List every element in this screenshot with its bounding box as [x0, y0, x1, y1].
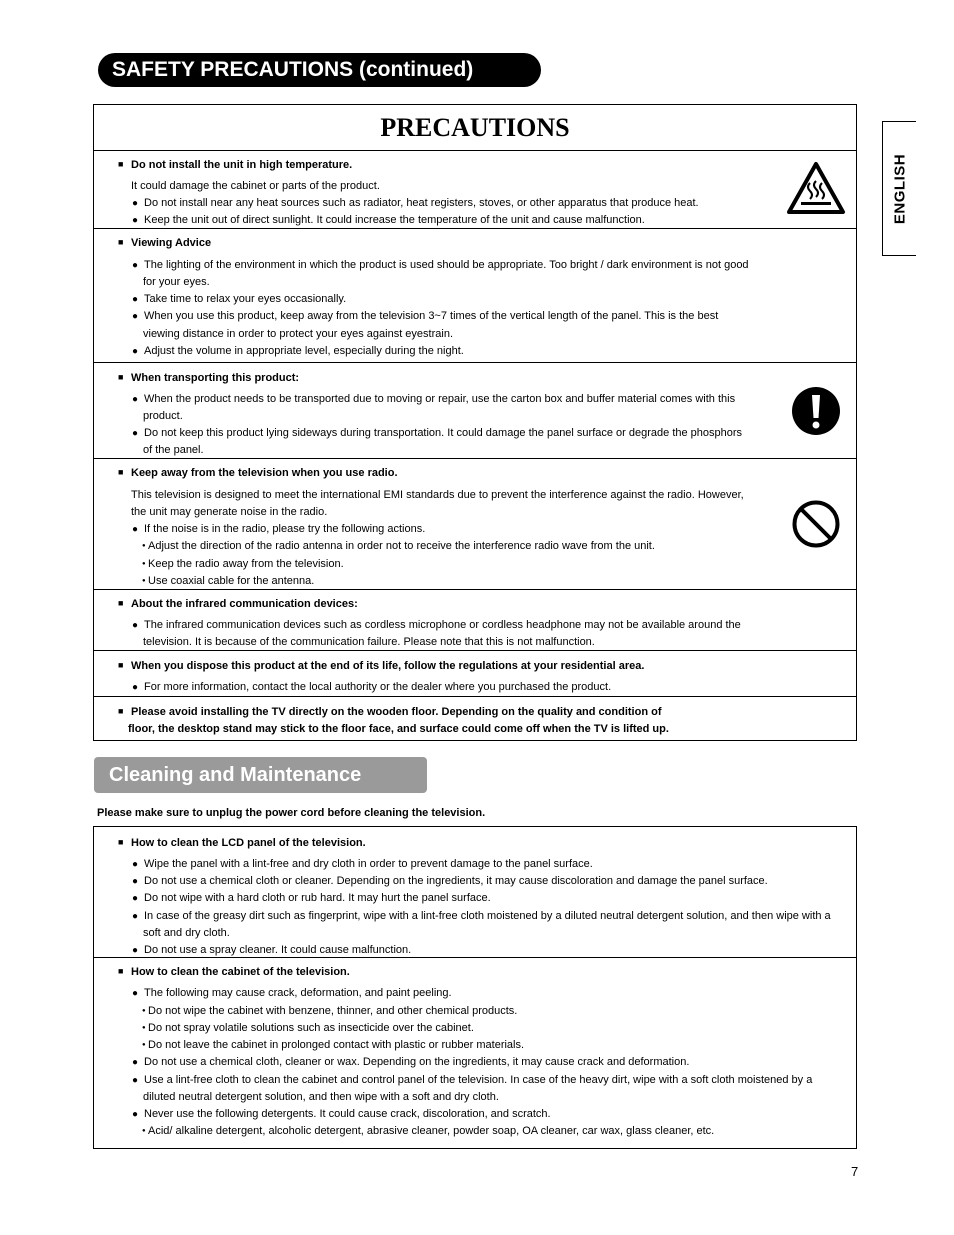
section-clean-lcd	[94, 827, 856, 958]
bullet-continuation: television. It is because of the communication failure. Please note that this is not malfunction.	[143, 636, 595, 648]
section-infrared	[94, 590, 856, 651]
sub-bullet-item: ● Do not spray volatile solutions such as insecticide over the cabinet.	[142, 1022, 474, 1035]
hot-surface-icon	[786, 161, 846, 216]
bullet-continuation: of the panel.	[143, 444, 204, 456]
bullet-item: ● Wipe the panel with a lint-free and dry cloth in order to prevent damage to the panel surface.	[132, 858, 593, 871]
section-heading: ■ Do not install the unit in high temperature.	[118, 158, 352, 172]
bullet-item: ● When you use this product, keep away from the television 3~7 times of the vertical length of the panel. This is the best	[132, 310, 718, 323]
bullet-item: ● Keep the unit out of direct sunlight. It could increase the temperature of the unit and cause malfunction.	[132, 214, 645, 227]
bullet-item: ● Do not use a chemical cloth or cleaner. Depending on the ingredients, it may cause discoloration and damage the panel surface.	[132, 875, 768, 888]
bullet-item: ● Adjust the volume in appropriate level, especially during the night.	[132, 345, 464, 358]
cleaning-header: Cleaning and Maintenance	[94, 757, 427, 793]
bullet-item: ● Do not use a spray cleaner. It could cause malfunction.	[132, 944, 411, 957]
bullet-item: ● Do not keep this product lying sideways during transportation. It could damage the panel surface or degrade the phosphors	[132, 427, 742, 440]
sub-bullet-item: ● Keep the radio away from the television.	[142, 558, 344, 571]
section-text: This television is designed to meet the international EMI standards due to prevent the interference against the radio. However,	[131, 489, 744, 501]
exclamation-icon	[792, 387, 840, 435]
bullet-item: ● Do not install near any heat sources such as radiator, heat registers, stoves, or other apparatus that produce heat.	[132, 197, 699, 210]
section-heading: ■ Keep away from the television when you use radio.	[118, 466, 398, 480]
sub-bullet-item: ● Acid/ alkaline detergent, alcoholic detergent, abrasive cleaner, powder soap, OA cleaner, car wax, glass cleaner, etc.	[142, 1125, 714, 1138]
section-radio	[94, 459, 856, 590]
section-text: It could damage the cabinet or parts of the product.	[131, 180, 380, 192]
bullet-item: ● When the product needs to be transported due to moving or repair, use the carton box and buffer material comes with this	[132, 393, 735, 406]
bullet-item: ● Do not wipe with a hard cloth or rub hard. It may hurt the panel surface.	[132, 892, 491, 905]
section-wooden-floor	[94, 697, 856, 741]
section-heading: ■ When you dispose this product at the end of its life, follow the regulations at your residential area.	[118, 659, 644, 673]
section-high-temperature	[94, 151, 856, 229]
sub-bullet-item: ● Use coaxial cable for the antenna.	[142, 575, 314, 588]
bullet-item: ● If the noise is in the radio, please try the following actions.	[132, 523, 425, 536]
bullet-continuation: diluted neutral detergent solution, and then wipe with a soft and dry cloth.	[143, 1091, 499, 1103]
bullet-item: ● Take time to relax your eyes occasionally.	[132, 293, 346, 306]
bullet-item: ● Use a lint-free cloth to clean the cabinet and control panel of the television. In case of the heavy dirt, wipe with a soft cloth moistened by a	[132, 1074, 812, 1087]
section-transporting	[94, 363, 856, 459]
language-tab	[882, 121, 916, 256]
prohibited-icon	[792, 500, 840, 548]
bullet-item: ● The following may cause crack, deformation, and paint peeling.	[132, 987, 452, 1000]
precautions-title: PRECAUTIONS	[94, 105, 856, 151]
sub-bullet-item: ● Do not wipe the cabinet with benzene, thinner, and other chemical products.	[142, 1005, 517, 1018]
sub-bullet-item: ● Adjust the direction of the radio antenna in order not to receive the interference radio wave from the unit.	[142, 540, 655, 553]
bullet-item: ● Never use the following detergents. It could cause crack, discoloration, and scratch.	[132, 1108, 551, 1121]
bullet-item: ● The infrared communication devices such as cordless microphone or cordless headphone may not be available around the	[132, 619, 741, 632]
section-heading: ■ Viewing Advice	[118, 236, 211, 250]
section-clean-cabinet	[94, 958, 856, 1148]
section-heading: ■ How to clean the LCD panel of the television.	[118, 836, 366, 850]
sub-bullet-item: ● Do not leave the cabinet in prolonged contact with plastic or rubber materials.	[142, 1039, 524, 1052]
language-tab-label: ENGLISH	[891, 153, 908, 224]
section-text: the unit may generate noise in the radio.	[131, 506, 328, 518]
cleaning-box	[93, 826, 857, 1149]
bullet-continuation: for your eyes.	[143, 276, 210, 288]
section-heading: ■ When transporting this product:	[118, 371, 299, 385]
section-heading-continuation: floor, the desktop stand may stick to the floor face, and surface could come off when the TV is lifted up.	[128, 723, 669, 735]
section-viewing-advice	[94, 229, 856, 363]
section-header: SAFETY PRECAUTIONS (continued)	[98, 53, 541, 87]
bullet-continuation: viewing distance in order to protect your eyes against eyestrain.	[143, 328, 453, 340]
section-disposal	[94, 651, 856, 697]
section-heading: ■ How to clean the cabinet of the television.	[118, 965, 350, 979]
bullet-item: ● In case of the greasy dirt such as fingerprint, wipe with a lint-free cloth moistened by a diluted neutral detergent solution, and then wipe with a	[132, 910, 831, 923]
unplug-notice: Please make sure to unplug the power cord before cleaning the television.	[97, 807, 486, 819]
page-number: 7	[851, 1164, 859, 1179]
bullet-item: ● The lighting of the environment in which the product is used should be appropriate. Too bright / dark environment is not good	[132, 259, 749, 272]
bullet-item: ● Do not use a chemical cloth, cleaner or wax. Depending on the ingredients, it may cause crack and deformation.	[132, 1056, 689, 1069]
section-heading: ■ About the infrared communication devices:	[118, 597, 358, 611]
section-heading: ■ Please avoid installing the TV directly on the wooden floor. Depending on the quality and condition of	[118, 705, 661, 719]
bullet-continuation: soft and dry cloth.	[143, 927, 230, 939]
bullet-continuation: product.	[143, 410, 183, 422]
precautions-box	[93, 104, 857, 741]
bullet-item: ● For more information, contact the local authority or the dealer where you purchased the product.	[132, 681, 611, 694]
